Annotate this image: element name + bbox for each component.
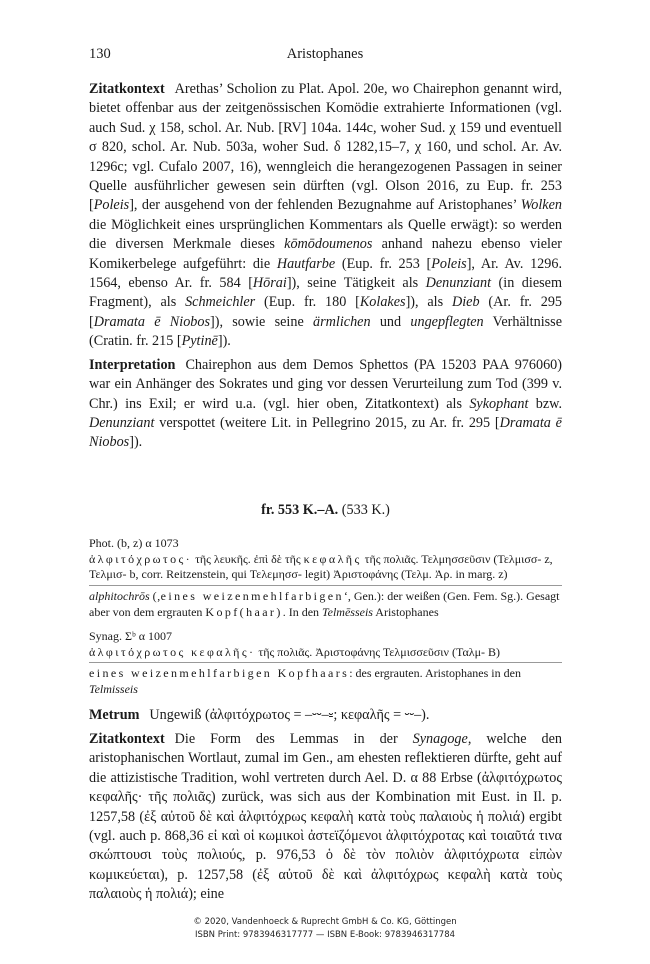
greek-text: [89, 645, 562, 661]
italic-run: Telmisseis: [89, 681, 138, 696]
translation: [89, 666, 562, 697]
italic-run: Dramata ē Niobos: [93, 313, 210, 330]
zitatkontext-paragraph: [89, 80, 562, 352]
fragment-number: fr. 553 K.–A.: [261, 501, 339, 518]
text-run: ‘, Gen.): der weißen (Gen. Fem. Sg.). Gesagt aber von dem ergrauten: [89, 588, 560, 619]
italic-run: Synagoge: [412, 730, 468, 747]
italic-run: Poleis: [93, 197, 130, 214]
text-run: ]), seine Tätigkeit als: [286, 275, 426, 292]
italic-run: Dieb: [451, 294, 480, 311]
phot-testimonium: [89, 536, 562, 620]
source-citation: Phot. (b, z) α 1073: [89, 536, 179, 551]
text-run: Aristophanes: [372, 604, 439, 619]
text-run: Verhältnisse (Cratin. fr. 215 [: [89, 313, 563, 350]
text-run: anhand nahezu ebenso vieler Komikerbelege aufgeführt: die: [89, 236, 562, 272]
text-run: τῆς πολιᾶς. Ἀριστοφάνης Τελμισσεῦσιν (Ταλμ- B): [255, 644, 500, 659]
text-run: ]), als: [405, 294, 452, 311]
section-label: Zitatkontext: [89, 730, 165, 747]
italic-run: Hautfarbe: [276, 255, 336, 272]
text-run: ]), sowie seine: [210, 313, 314, 330]
spaced-run: Kopf(haar): [205, 604, 283, 619]
zitatkontext-paragraph-2: [89, 730, 562, 905]
italic-run: Wolken: [520, 197, 562, 214]
italic-run: Denunziant: [425, 275, 492, 292]
text-run: : des ergrauten. Aristophanes in den: [349, 666, 521, 681]
page-number: 130: [89, 46, 111, 62]
italic-run: Hōrai: [252, 275, 287, 292]
metrum-paragraph: [89, 706, 562, 725]
source-citation: Synag. Σᵇ α 1007: [89, 629, 172, 644]
text-run: Ungewiß (ἀλφιτόχρωτος = –⏑⏑–⏓; κεφαλῆς = ⏑⏑–).: [149, 707, 430, 724]
text-run: und: [370, 313, 411, 330]
spaced-run: κεφαλῆς: [303, 551, 362, 566]
section-label: Zitatkontext: [89, 81, 165, 97]
italic-run: Pytinē: [181, 333, 218, 350]
greek-text: [89, 552, 562, 583]
italic-run: Denunziant: [89, 414, 155, 431]
text-run: Chairephon aus dem Demos Sphettos (PA 15203 PAA 976060) war ein Anhänger des Sokrates und ging vor dessen Verurteilung zum Tod (399 v. Chr.) ins Exil; er wird u.a. (vgl. hier oben, Zitatkontext) als: [89, 356, 562, 412]
spaced-run: eines weizenmehlfarbigen: [160, 588, 344, 603]
text-run: (Eup. fr. 180 [: [255, 294, 360, 311]
interpretation-paragraph: [89, 356, 562, 453]
italic-run: ärmlichen: [313, 313, 371, 330]
text-run: (‚: [149, 588, 161, 603]
italic-run: Schmeichler: [185, 294, 256, 311]
italic-run: Dramata ē Niobos: [89, 414, 562, 451]
copyright-line: © 2020, Vandenhoeck & Ruprecht GmbH & Co. KG, Göttingen: [193, 917, 457, 927]
main-text: [89, 80, 562, 909]
copyright-footer: [0, 916, 650, 942]
text-run: (Eup. fr. 253 [: [335, 255, 432, 272]
synag-testimonium: [89, 629, 562, 697]
text-run: Die Form des Lemmas in der: [174, 730, 413, 747]
italic-run: Kolakes: [359, 294, 406, 311]
text-run: ], der ausgehend von der fehlenden Bezugnahme auf Aristophanes’: [129, 197, 521, 214]
italic-run: ungepflegten: [410, 313, 484, 330]
text-run: (Ar. fr. 295 [: [89, 294, 563, 330]
isbn-line: ISBN Print: 9783946317777 — ISBN E-Book: 9783946317784: [194, 930, 456, 940]
section-label: Metrum: [89, 707, 140, 724]
text-run: verspottet (weitere Lit. in Pellegrino 2015, zu Ar. fr. 295 [: [154, 414, 500, 431]
text-run: τῆς πολιᾶς. Τελμησσεῦσιν (Τελμισσ- z, Τελμισ- b, corr. Reitzenstein, qui Τελεμησσ- legit) Ἀριστοφάνης (Τελμ. Ἀρ. in marg. z): [89, 551, 553, 582]
section-label: Interpretation: [89, 356, 176, 373]
divider: [89, 585, 562, 586]
divider: [89, 662, 562, 663]
spaced-run: ἀλφιτόχρωτος κεφαλῆς·: [89, 644, 256, 659]
text-run: die Möglichkeit eines ursprünglichen Kommentars als Quelle erwägt): so werden die diversen Merkmale dieses: [89, 216, 562, 253]
italic-run: Poleis: [431, 255, 467, 272]
spaced-run: ἀλφιτόχρωτος·: [89, 551, 193, 566]
text-run: Arethas’ Scholion zu Plat. Apol. 20e, wo Chairephon genannt wird, bietet offenbar aus der zeitgenössischen Komödie extrahierte Informationen (vgl. auch Sud. χ 158, schol. Ar. Nub. [RV] 104a. 144c, woher Sud. χ 159 und eventuell σ 820, schol. Ar. Nub. 503a, woher Sud. δ 1282,15–7, χ 160, und schol. Ar. Av. 1296c; vgl. Cufalo 2007, 16), wenngleich die herangezogenen Passagen in seiner Quelle ausführlicher gewesen sein dürften (vgl. Olson 2016, zu Eup. fr. 253 [: [89, 81, 562, 214]
fragment-heading: [89, 501, 562, 520]
text-run: τῆς λευκῆς. ἐπὶ δὲ τῆς: [192, 551, 304, 566]
italic-run: alphitochrōs: [89, 588, 150, 603]
text-run: . In den: [282, 604, 323, 619]
italic-run: Sykophant: [469, 395, 529, 412]
text-run: ]).: [129, 434, 143, 451]
running-title: Aristophanes: [286, 46, 364, 62]
fragment-alt-number: (533 K.): [341, 501, 390, 518]
text-run: (in diesem Fragment), als: [89, 275, 562, 311]
spaced-run: eines weizenmehlfarbigen Kopfhaars: [89, 666, 350, 681]
italic-run: kōmōdoumenos: [284, 236, 373, 253]
translation: [89, 589, 562, 620]
text-run: , welche den aristophanischen Wortlaut, zumal im Gen., am ehesten reflektieren dürfte, geht auf die attizistische Tradition, wohl vertreten durch Ael. D. α 88 Erbse (ἀλφιτόχρωτος κεφαλῆς· τῆς πολιᾶς) zurück, was sich aus der Kombination mit Eust. in Il. p. 1257,58 (ἐξ αὐτοῦ δὲ καὶ ἀλφιτόχρως κεφαλὴ κατὰ τοὺς παλαιοὺς ἡ πολιά) ergibt (vgl. auch p. 868,36 εἰ καὶ οἱ κωμικοὶ ἀστεϊζόμενοι ἀλφιτόχροτας καὶ τοιαῦτά τινα σκώπτουσι τοὺς πολιούς, p. 976,53 ὁ δὲ τὸν πολιὸν ἀλφιτόχρωτα εἰπὼν κωμικεύεται), p. 1257,58 (ἐξ αὐτοῦ δὲ καὶ ἀλφιτόχρως κεφαλὴ κατὰ τοὺς παλαιοὺς ἡ πολιά); eine: [89, 730, 562, 903]
text-run: ], Ar. Av. 1296. 1564, ebenso Ar. fr. 584 [: [89, 255, 563, 292]
italic-run: Telmēsseis: [322, 604, 373, 619]
text-run: ]).: [217, 333, 231, 350]
text-run: bzw.: [528, 395, 562, 412]
